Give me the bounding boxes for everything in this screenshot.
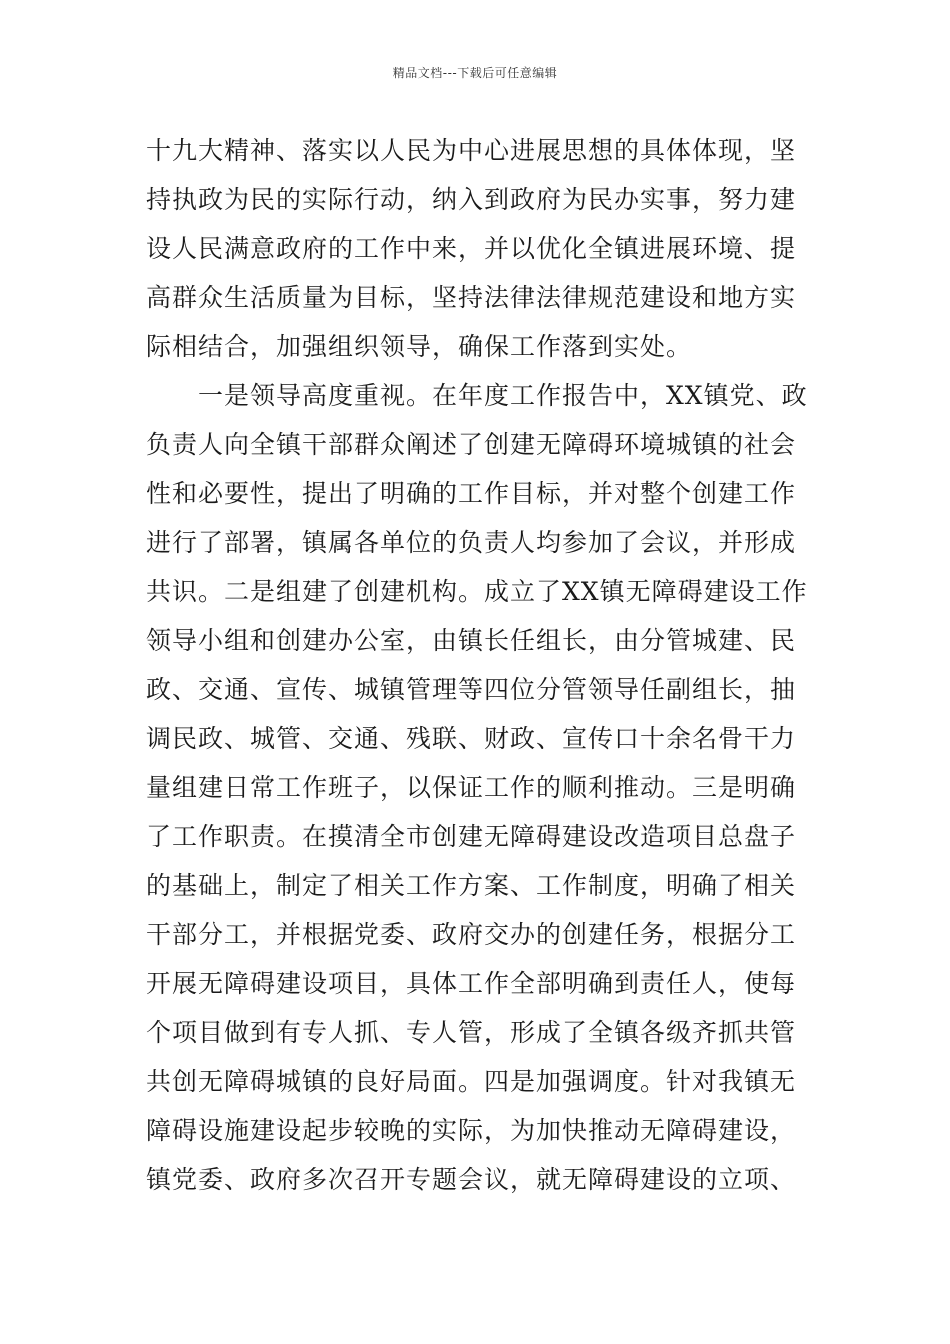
text-line: 性和必要性，提出了明确的工作目标，并对整个创建工作 bbox=[146, 479, 797, 508]
text-line: 开展无障碍建设项目，具体工作全部明确到责任人，使每 bbox=[146, 969, 797, 998]
text-line: 障碍设施建设起步较晚的实际，为加快推动无障碍建设， bbox=[146, 1116, 797, 1145]
text-line: 量组建日常工作班子，以保证工作的顺利推动。三是明确 bbox=[146, 773, 797, 802]
text-line: 共创无障碍城镇的良好局面。四是加强调度。针对我镇无 bbox=[146, 1067, 797, 1096]
text-line: 镇党委、政府多次召开专题会议，就无障碍建设的立项、 bbox=[146, 1165, 797, 1194]
text-line: 际相结合，加强组织领导，确保工作落到实处。 bbox=[146, 332, 693, 361]
page-header: 精品文档---下载后可任意编辑 bbox=[392, 66, 558, 80]
paragraph-1 bbox=[146, 126, 810, 371]
text-line: 持执政为民的实际行动，纳入到政府为民办实事，努力建 bbox=[146, 185, 797, 214]
text-line: 调民政、城管、交通、残联、财政、宣传口十余名骨干力 bbox=[146, 724, 797, 753]
text-line: 了工作职责。在摸清全市创建无障碍建设改造项目总盘子 bbox=[146, 822, 797, 851]
text-line: 设人民满意政府的工作中来，并以优化全镇进展环境、提 bbox=[146, 234, 797, 263]
text-line: 进行了部署，镇属各单位的负责人均参加了会议，并形成 bbox=[146, 528, 797, 557]
text-line: 干部分工，并根据党委、政府交办的创建任务，根据分工 bbox=[146, 920, 797, 949]
text-line: 共识。二是组建了创建机构。成立了XX镇无障碍建设工作 bbox=[146, 577, 808, 606]
text-line: 领导小组和创建办公室，由镇长任组长，由分管城建、民 bbox=[146, 626, 797, 655]
text-line: 的基础上，制定了相关工作方案、工作制度，明确了相关 bbox=[146, 871, 797, 900]
text-line: 政、交通、宣传、城镇管理等四位分管领导任副组长，抽 bbox=[146, 675, 797, 704]
paragraph-2 bbox=[146, 371, 810, 1204]
document-body bbox=[146, 126, 810, 1204]
text-line: 十九大精神、落实以人民为中心进展思想的具体体现，坚 bbox=[146, 136, 797, 165]
text-line: 一是领导高度重视。在年度工作报告中，XX镇党、政 bbox=[146, 381, 808, 410]
text-line: 个项目做到有专人抓、专人管，形成了全镇各级齐抓共管 bbox=[146, 1018, 797, 1047]
text-line: 负责人向全镇干部群众阐述了创建无障碍环境城镇的社会 bbox=[146, 430, 797, 459]
text-line: 高群众生活质量为目标，坚持法律法律规范建设和地方实 bbox=[146, 283, 797, 312]
